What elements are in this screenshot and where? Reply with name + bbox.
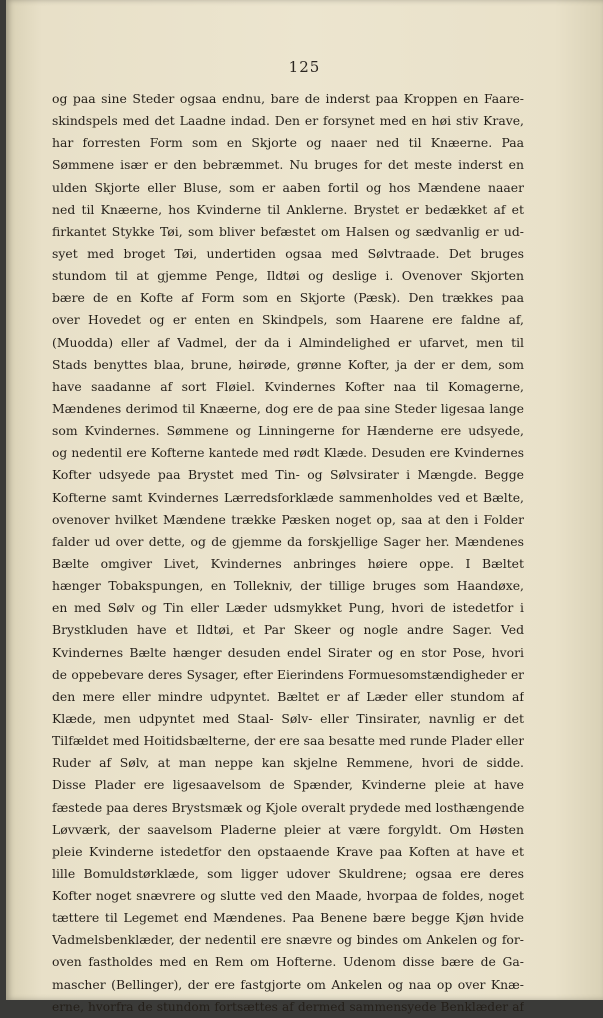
page-number: 125 — [288, 58, 321, 76]
text-line: Stads benyttes blaa, brune, høirøde, grønne Kofter, ja der er dem, som — [52, 356, 524, 372]
text-line: tættere til Legemet end Mændenes. Paa Benene bære begge Kjøn hvide — [52, 910, 524, 926]
text-line: firkantet Stykke Tøi, som bliver befæstet om Halsen og sædvanlig er ud- — [52, 223, 524, 239]
text-line: Mændenes derimod til Knæerne, dog ere de paa sine Steder ligesaa lange — [52, 400, 524, 416]
text-line: Disse Plader ere ligesaavelsom de Spænder, Kvinderne pleie at have — [52, 777, 524, 793]
text-line: som Kvindernes. Sømmene og Linningerne for Hænderne ere udsyede, — [52, 423, 524, 439]
text-line: Tilfældet med Hoitidsbælterne, der ere saa besatte med runde Plader eller — [52, 733, 524, 749]
book-page — [6, 0, 603, 1014]
text-line: og paa sine Steder ogsaa endnu, bare de inderst paa Kroppen en Faare- — [52, 91, 524, 106]
text-line: have saadanne af sort Fløiel. Kvindernes Kofter naa til Komagerne, — [52, 378, 524, 394]
text-line: ulden Skjorte eller Bluse, som er aaben fortil og hos Mændene naaer — [52, 179, 524, 195]
text-line: syet med broget Tøi, undertiden ogsaa med Sølvtraade. Det bruges — [52, 245, 524, 261]
text-line: en med Sølv og Tin eller Læder udsmykket Pung, hvori de istedetfor i — [52, 600, 524, 616]
text-line: oven fastholdes med en Rem om Hofterne. Udenom disse bære de Ga- — [52, 954, 524, 970]
text-line: de oppebevare deres Sysager, efter Eierindens Formuesomstændigheder er — [52, 667, 524, 682]
text-line: Bælte omgiver Livet, Kvindernes anbringes høiere oppe. I Bæltet — [52, 555, 524, 571]
text-line: falder ud over dette, og de gjemme da forskjellige Sager her. Mændenes — [52, 533, 524, 549]
text-line: ned til Knæerne, hos Kvinderne til Anklerne. Brystet er bedækket af et — [52, 201, 524, 217]
body-text — [52, 88, 524, 1018]
text-line: bære de en Kofte af Form som en Skjorte (Pæsk). Den trækkes paa — [52, 290, 524, 306]
text-line: Sømmene især er den bebræmmet. Nu bruges for det meste inderst en — [52, 157, 524, 173]
text-line: erne, hvorfra de stundom fortsættes af dermed sammensyede Benklæder af — [52, 999, 524, 1014]
text-line: Kvindernes Bælte hænger desuden endel Sirater og en stor Pose, hvori — [52, 644, 524, 660]
text-line: (Muodda) eller af Vadmel, der da i Almindelighed er ufarvet, men til — [52, 334, 524, 350]
text-line: Ruder af Sølv, at man neppe kan skjelne Remmene, hvori de sidde. — [52, 755, 524, 771]
text-line: Kofter udsyede paa Brystet med Tin- og Sølvsirater i Mængde. Begge — [52, 467, 524, 483]
text-line: og nedentil ere Kofterne kantede med rødt Klæde. Desuden ere Kvindernes — [52, 446, 524, 461]
text-line: Kofter noget snævrere og slutte ved den Maade, hvorpaa de foldes, noget — [52, 888, 524, 904]
text-line: Klæde, men udpyntet med Staal- Sølv- eller Tinsirater, navnlig er det — [52, 710, 524, 726]
text-line: har forresten Form som en Skjorte og naaer ned til Knæerne. Paa — [52, 135, 524, 151]
text-line: skindspels med det Laadne indad. Den er forsynet med en høi stiv Krave, — [52, 113, 524, 129]
text-line: Kofterne samt Kvindernes Lærredsforklæde sammenholdes ved et Bælte, — [52, 489, 524, 505]
text-line: fæstede paa deres Brystsmæk og Kjole overalt prydede med losthængende — [52, 799, 524, 815]
text-line: Vadmelsbenklæder, der nedentil ere snævre og bindes om Ankelen og for- — [52, 932, 524, 948]
text-line: hænger Tobakspungen, en Tollekniv, der tillige bruges som Haandøxe, — [52, 578, 524, 594]
text-line: stundom til at gjemme Penge, Ildtøi og deslige i. Ovenover Skjorten — [52, 268, 524, 284]
text-line: ovenover hvilket Mændene trække Pæsken noget op, saa at den i Folder — [52, 511, 524, 527]
text-line: Løvværk, der saavelsom Pladerne pleier at være forgyldt. Om Høsten — [52, 821, 524, 837]
text-line: pleie Kvinderne istedetfor den opstaaende Krave paa Koften at have et — [52, 843, 524, 859]
text-line: lille Bomuldstørklæde, som ligger udover Skuldrene; ogsaa ere deres — [52, 865, 524, 881]
text-line: Brystkluden have et Ildtøi, et Par Skeer og nogle andre Sager. Ved — [52, 622, 524, 638]
text-line: over Hovedet og er enten en Skindpels, som Haarene ere faldne af, — [52, 312, 524, 328]
text-line: den mere eller mindre udpyntet. Bæltet er af Læder eller stundom af — [52, 688, 524, 704]
text-line: mascher (Bellinger), der ere fastgjorte om Ankelen og naa op over Knæ- — [52, 976, 524, 992]
